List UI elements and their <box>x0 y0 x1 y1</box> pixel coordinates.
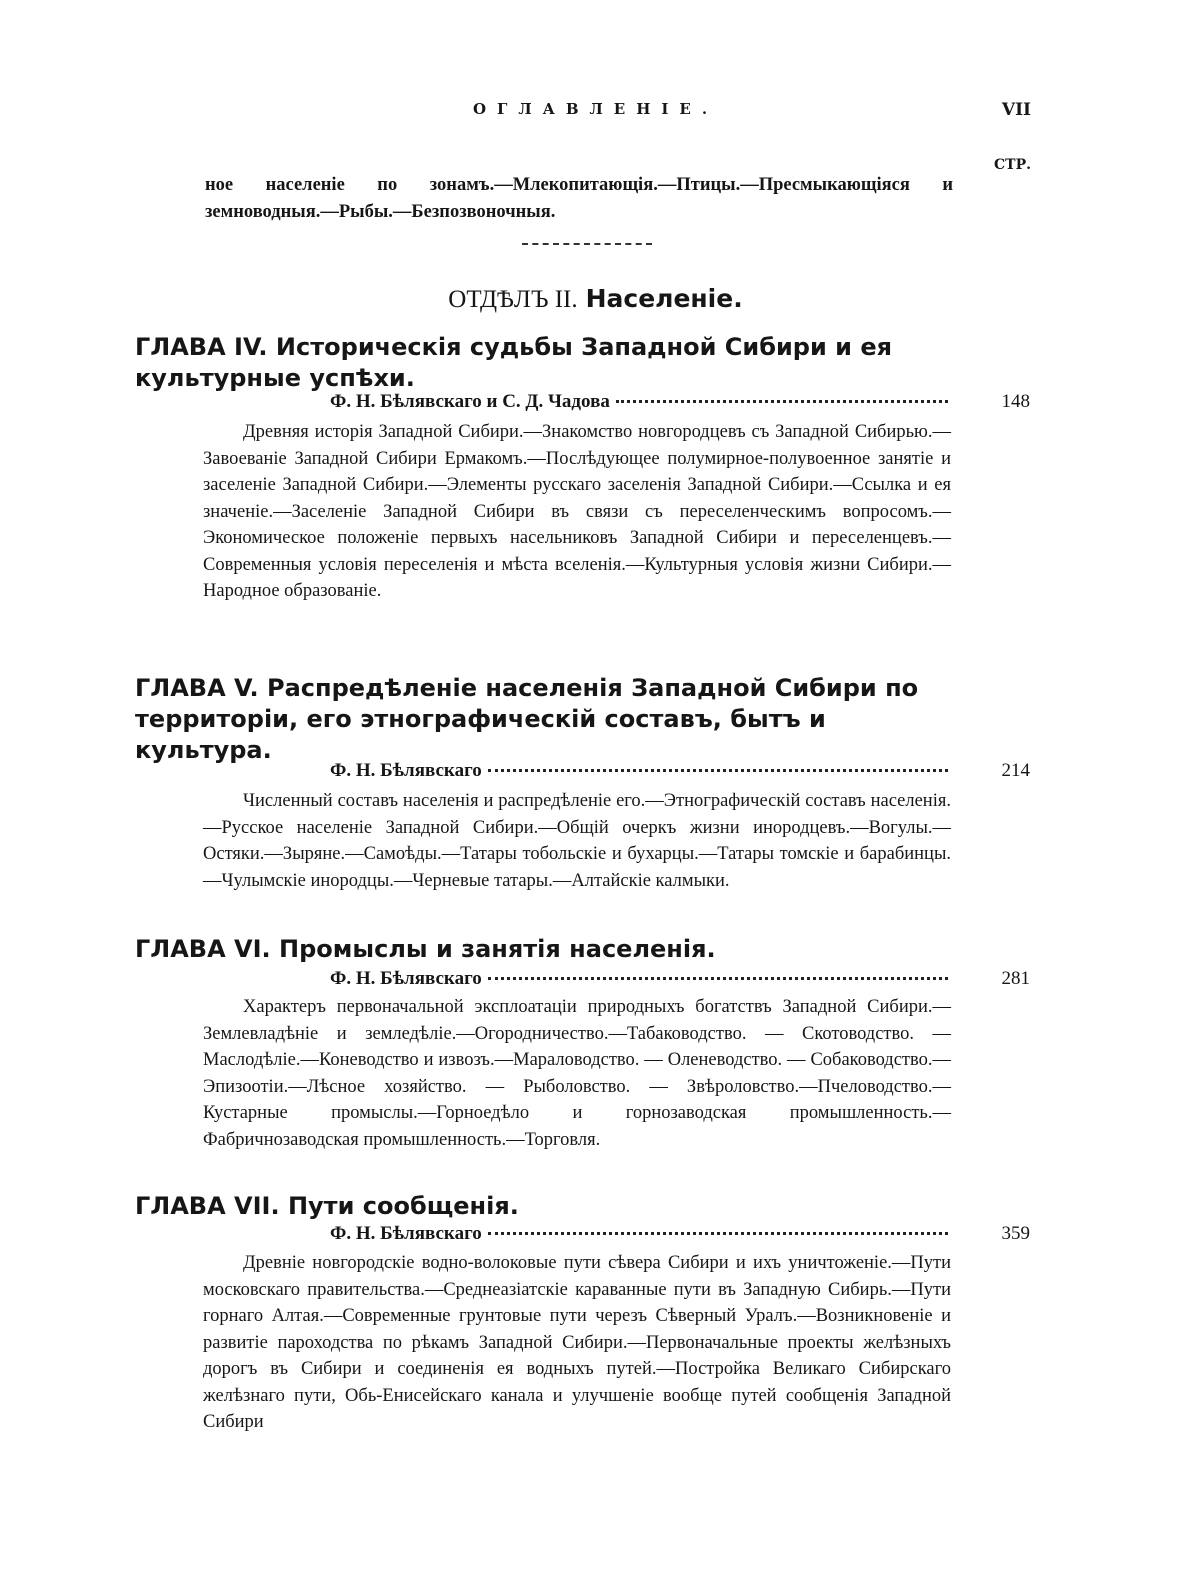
chapter-author-line <box>330 391 954 413</box>
chapter-heading-v <box>135 673 955 766</box>
running-title: ОГЛАВЛЕНІЕ. <box>472 100 719 118</box>
chapter-summary: Характеръ первоначальной эксплоатаціи природныхъ богатствъ Западной Сибири.—Землевладѣніе и земледѣліе.—Огородничество.—Табаководство. — Скотоводство. — Маслодѣліе.—Коневодство и извозъ.—Мараловодство. — Оленеводство. — Собаководство.—Эпизоотіи.—Лѣсное хозяйство. — Рыболовство. — Звѣроловство.—Пчеловодство.—Кустарные промыслы.—Горноедѣло и горнозаводская промышленность.—Фабричнозаводская промышленность.—Торговля. <box>203 997 951 1150</box>
chapter-author-line <box>330 760 954 782</box>
chapter-label: ГЛАВА VI. <box>135 935 271 963</box>
chapter-page: 359 <box>1001 1223 1030 1244</box>
chapter-heading-vi <box>135 934 955 965</box>
chapter-title: Промыслы и занятія населенія. <box>279 935 716 963</box>
leader-dots <box>488 1231 948 1235</box>
chapter-heading-iv <box>135 332 955 394</box>
chapter-author: Ф. Н. Бѣлявскаго <box>330 760 482 781</box>
section-number: ОТДѢЛЪ II. <box>448 286 578 313</box>
chapter-author: Ф. Н. Бѣлявскаго <box>330 968 482 989</box>
page-column-label: СТР. <box>994 157 1031 173</box>
leader-dots <box>616 399 948 403</box>
chapter-label: ГЛАВА V. <box>135 674 259 702</box>
section-divider <box>522 243 652 245</box>
chapter-summary: Численный составъ населенія и распредѣленіе его.—Этнографическій составъ населенія.—Русское населеніе Западной Сибири.—Общій очеркъ жизни инородцевъ.—Вогулы.—Остяки.—Зыряне.—Самоѣды.—Татары тобольскіе и бухарцы.—Татары томскіе и барабинцы.—Чулымскіе инородцы.—Черневые татары.—Алтайскіе калмыки. <box>203 791 951 891</box>
chapter-summary: Древніе новгородскіе водно-волоковые пути сѣвера Сибири и ихъ уничтоженіе.—Пути московскаго правительства.—Среднеазіатскіе караванные пути въ Западную Сибирь.—Пути горнаго Алтая.—Современные грунтовые пути черезъ Сѣверный Уралъ.—Возникновеніе и развитіе пароходства по рѣкамъ Западной Сибири.—Первоначальные проекты желѣзныхъ дорогъ въ Сибири и соединенія ея водныхъ путей.—Постройка Великаго Сибирскаго желѣзнаго пути, Обь-Енисейскаго канала и улучшеніе вообще путей сообщенія Западной Сибири <box>203 1253 951 1432</box>
chapter-summary: Древняя исторія Западной Сибири.—Знакомство новгородцевъ съ Западной Сибирью.—Завоеваніе Западной Сибири Ермакомъ.—Послѣдующее полумирное-полувоенное занятіе и заселеніе Западной Сибири.—Элементы русскаго заселенія Западной Сибири.—Ссылка и ея значеніе.—Заселеніе Западной Сибири въ связи съ переселенческимъ вопросомъ.—Экономическое положеніе первыхъ насельниковъ Западной Сибири и переселенцевъ.—Современныя условія переселенія и мѣста вселенія.—Культурныя условія жизни Сибири.—Народное образованіе. <box>203 422 951 601</box>
section-name: Населеніе. <box>585 284 743 313</box>
chapter-author-line <box>330 1223 954 1245</box>
chapter-title: Историческія судьбы Западной Сибири и ея культурные успѣхи. <box>135 333 892 392</box>
chapter-label: ГЛАВА VII. <box>135 1192 280 1220</box>
page-number: VII <box>1001 100 1031 120</box>
chapter-title: Распредѣленіе населенія Западной Сибири по территоріи, его этнографическій составъ, бытъ и культура. <box>135 674 919 764</box>
chapter-author: Ф. Н. Бѣлявскаго <box>330 1223 482 1244</box>
chapter-page: 148 <box>1001 391 1030 412</box>
chapter-page: 281 <box>1001 968 1030 989</box>
chapter-label: ГЛАВА IV. <box>135 333 268 361</box>
chapter-page: 214 <box>1001 760 1030 781</box>
chapter-heading-vii <box>135 1191 955 1222</box>
chapter-author: Ф. Н. Бѣлявскаго и С. Д. Чадова <box>330 391 610 412</box>
leader-dots <box>488 768 948 772</box>
chapter-author-line <box>330 968 954 990</box>
section-title <box>0 284 1191 314</box>
leader-dots <box>488 976 948 980</box>
chapter-title: Пути сообщенія. <box>287 1192 519 1220</box>
continuation-text: ное населеніе по зонамъ.—Млекопитающія.—Птицы.—Пресмыкающіяся и земноводныя.—Рыбы.—Безпозвоночныя. <box>205 175 953 222</box>
